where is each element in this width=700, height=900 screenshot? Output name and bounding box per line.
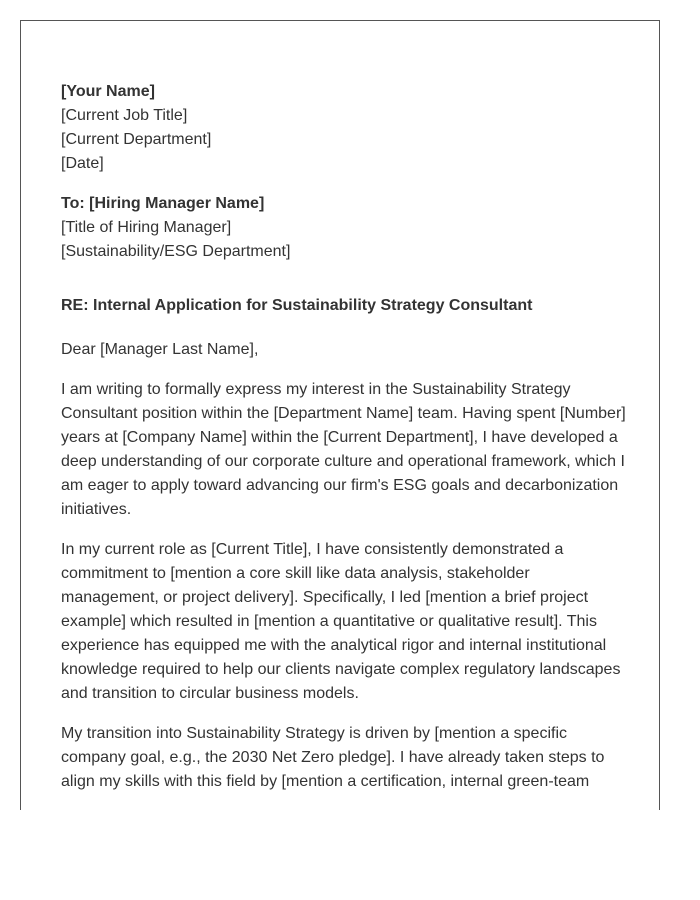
sender-job-title: [Current Job Title] xyxy=(61,107,188,124)
recipient-department: [Sustainability/ESG Department] xyxy=(61,243,291,260)
letter-date: [Date] xyxy=(61,155,104,172)
recipient-block xyxy=(61,192,631,264)
sender-department: [Current Department] xyxy=(61,131,212,148)
sender-name: [Your Name] xyxy=(61,83,155,100)
sender-block xyxy=(61,80,631,176)
recipient-title: [Title of Hiring Manager] xyxy=(61,219,232,236)
body-paragraph-3: My transition into Sustainability Strategy is driven by [mention a specific company goal, e.g., the 2030 Net Zero pledge]. I have already taken steps to align my skills with this field by [mention a certification, internal green-team xyxy=(61,725,605,790)
subject-line: RE: Internal Application for Sustainability Strategy Consultant xyxy=(61,297,533,314)
salutation: Dear [Manager Last Name], xyxy=(61,341,259,358)
body-paragraph-2: In my current role as [Current Title], I have consistently demonstrated a commitment to [mention a core skill like data analysis, stakeholder management, or project delivery]. Specifically, I led [mention a brief project example] which resulted in [mention a quantitative or qualitative result]. This experience has equipped me with the analytical rigor and internal institutional knowledge required to help our clients navigate complex regulatory landscapes and transition to circular business models. xyxy=(61,541,621,702)
body-paragraph-1: I am writing to formally express my interest in the Sustainability Strategy Consultant position within the [Department Name] team. Having spent [Number] years at [Company Name] within the [Current Department], I have developed a deep understanding of our corporate culture and operational framework, which I am eager to apply toward advancing our firm's ESG goals and decarbonization initiatives. xyxy=(61,381,626,518)
letter-content xyxy=(61,80,631,810)
letter-page xyxy=(20,20,660,810)
recipient-name: To: [Hiring Manager Name] xyxy=(61,195,265,212)
